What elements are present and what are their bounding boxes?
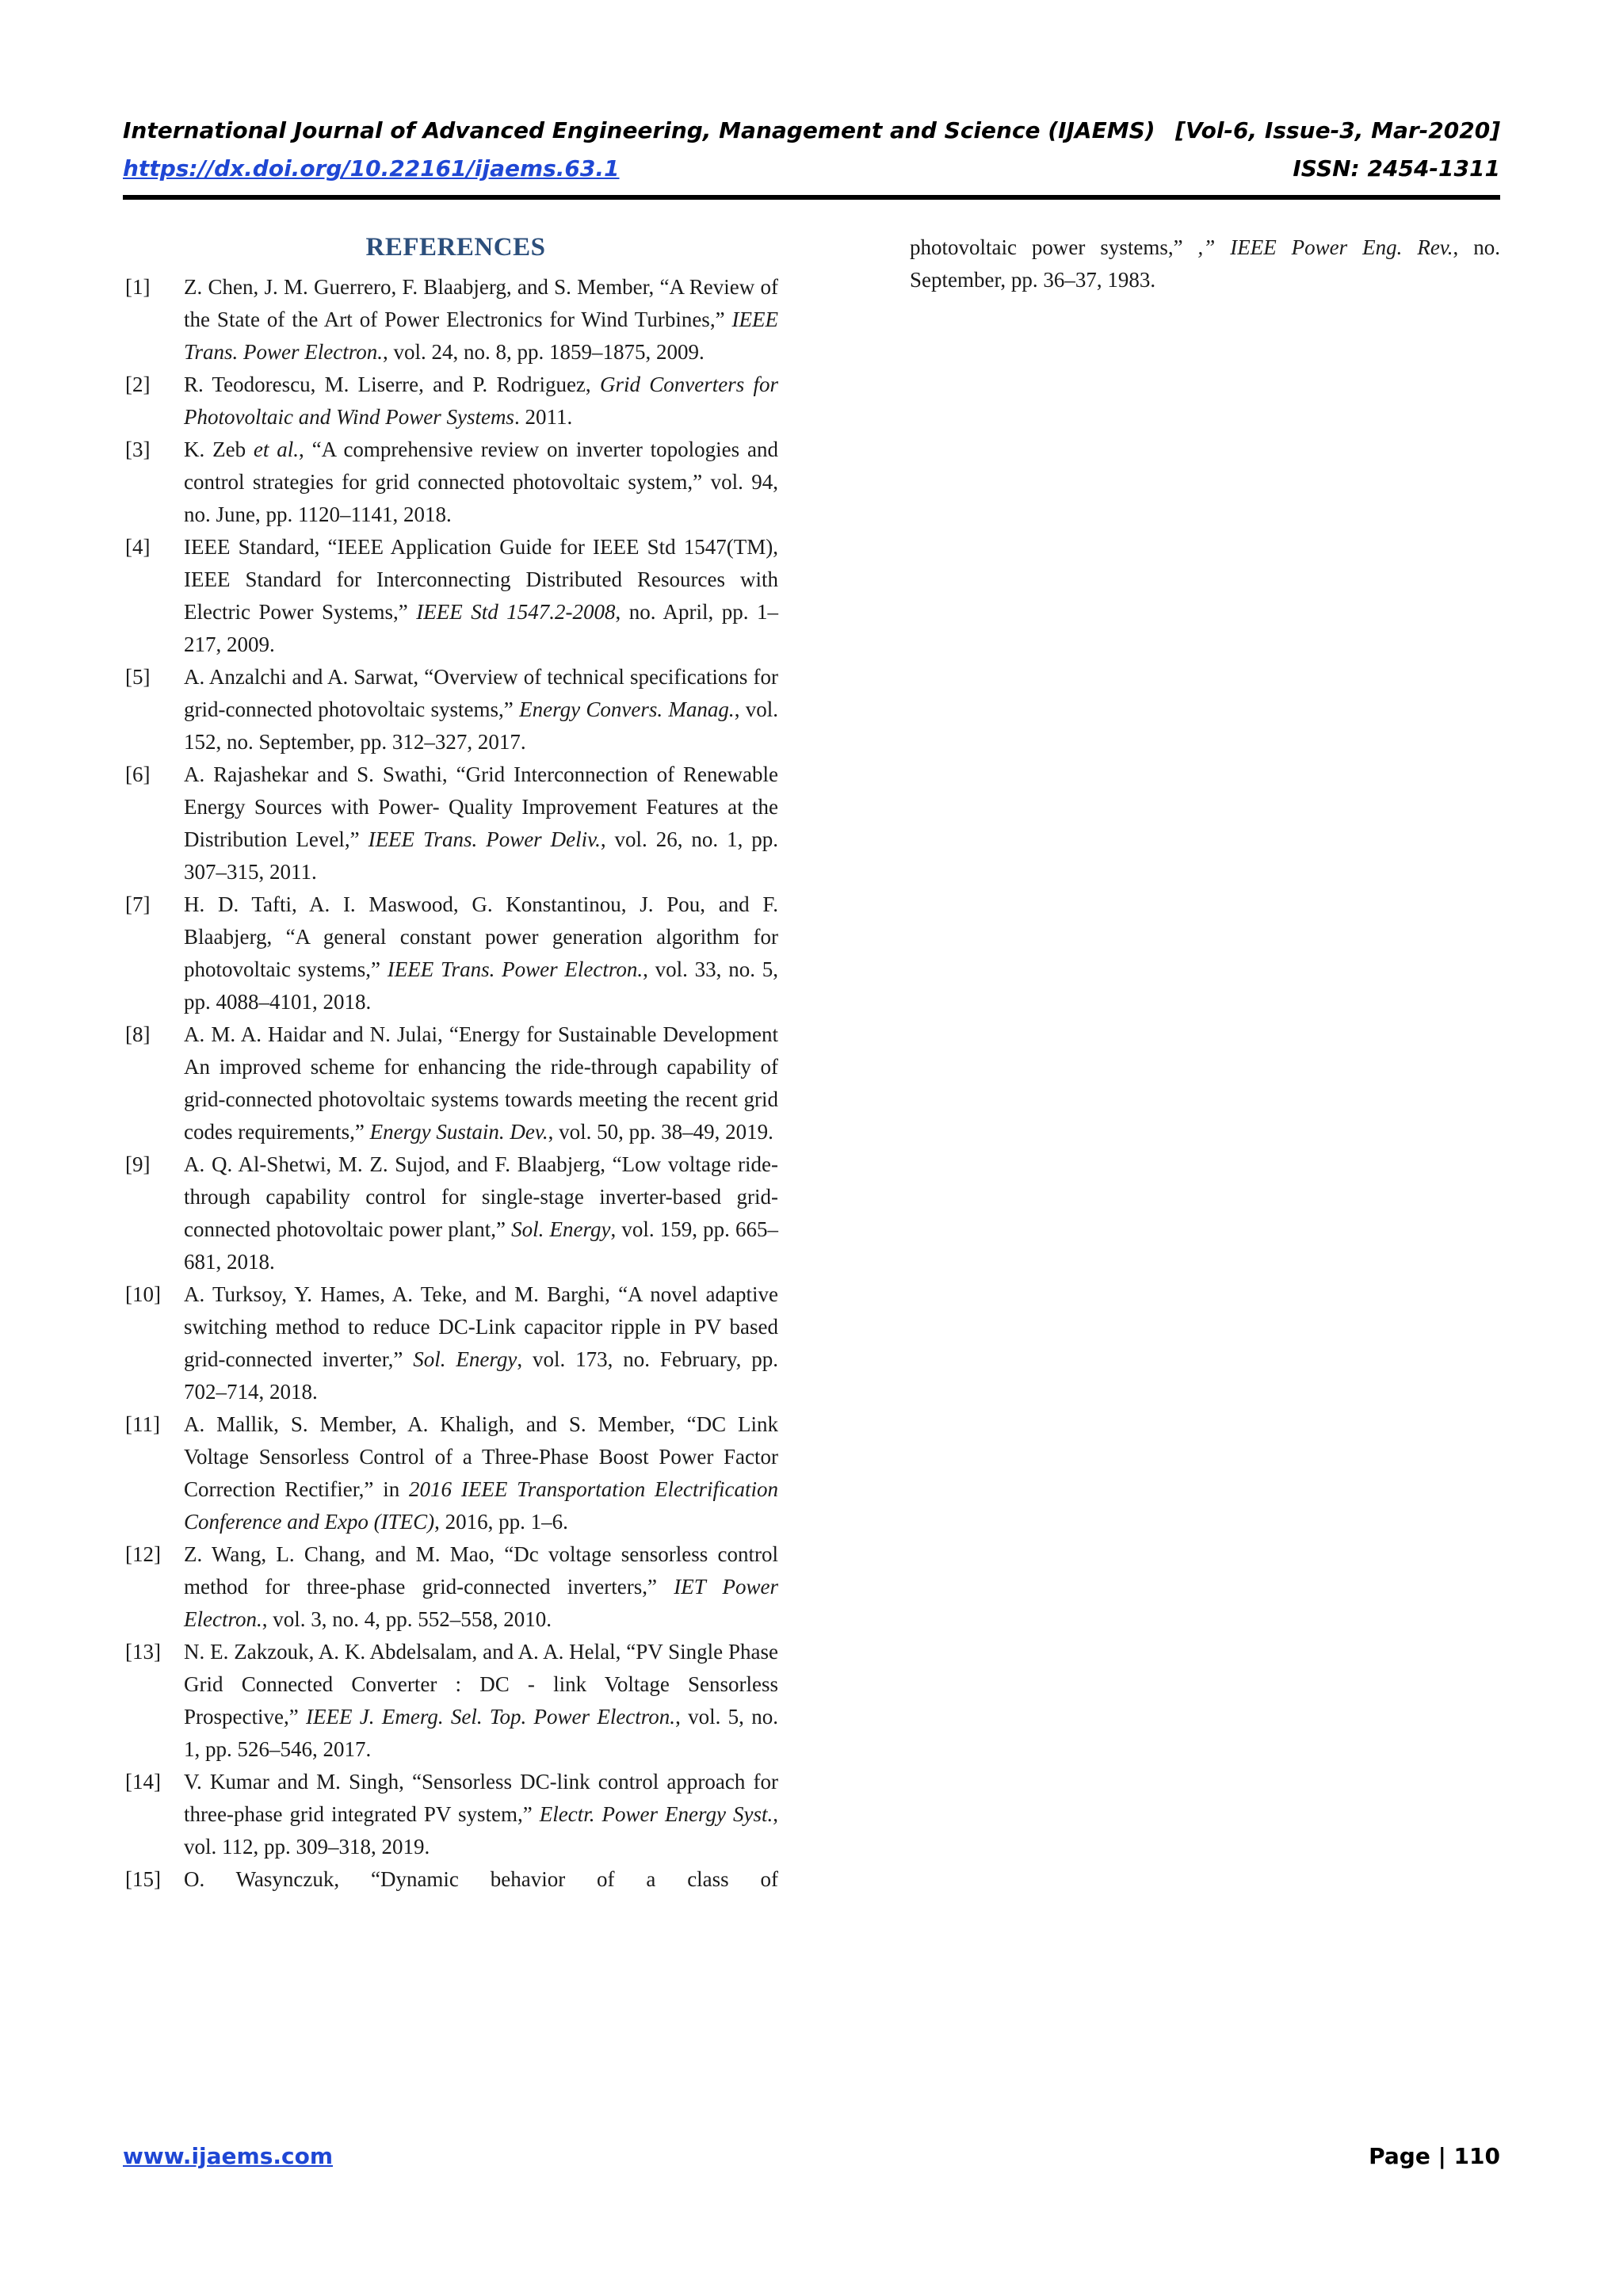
reference-text xyxy=(184,271,778,369)
reference-item xyxy=(125,271,778,369)
reference-number: [1] xyxy=(125,275,151,299)
reference-venue: IEEE Std 1547.2-2008 xyxy=(416,600,616,624)
reference-details: , no. September, pp. 36–37, 1983. xyxy=(910,235,1500,292)
reference-item xyxy=(125,1538,778,1636)
reference-venue: 2016 IEEE Transportation Electrification Conference and Expo (ITEC) xyxy=(184,1477,778,1534)
reference-venue: IEEE Trans. Power Deliv. xyxy=(368,827,601,851)
reference-venue: Sol. Energy xyxy=(511,1217,611,1241)
reference-item xyxy=(125,1408,778,1538)
reference-venue: IEEE Trans. Power Electron. xyxy=(387,957,643,981)
reference-item xyxy=(125,1148,778,1278)
reference-details: , “A comprehensive review on inverter topologies and control strategies for grid connected photovoltaic system,” vol. 94, no. June, pp. 1120–1141, 2018. xyxy=(184,437,778,526)
reference-details: , vol. 50, pp. 38–49, 2019. xyxy=(548,1120,773,1144)
reference-text xyxy=(184,1408,778,1538)
reference-details: , vol. 112, pp. 309–318, 2019. xyxy=(184,1802,778,1859)
reference-body: A. M. A. Haidar and N. Julai, “Energy for Sustainable Development An improved scheme for enhancing the ride-through capability of grid-connected photovoltaic systems towards meeting the recent grid codes requirements,” xyxy=(184,1022,778,1144)
reference-number: [6] xyxy=(125,762,151,786)
header-row-bottom xyxy=(123,155,1500,193)
site-link[interactable]: www.ijaems.com xyxy=(123,2143,334,2169)
reference-details: , vol. 24, no. 8, pp. 1859–1875, 2009. xyxy=(383,340,705,364)
reference-number: [2] xyxy=(125,372,151,396)
reference-body: A. Turksoy, Y. Hames, A. Teke, and M. Barghi, “A novel adaptive switching method to reduce DC-Link capacitor ripple in PV based grid-connected inverter,” xyxy=(184,1282,778,1371)
reference-text xyxy=(184,1636,778,1766)
reference-item xyxy=(125,1018,778,1148)
reference-body: R. Teodorescu, M. Liserre, and P. Rodriguez, xyxy=(184,372,600,396)
issn-label: ISSN: 2454-1311 xyxy=(1293,155,1500,181)
reference-details: , vol. 33, no. 5, pp. 4088–4101, 2018. xyxy=(184,957,778,1014)
reference-text xyxy=(184,1148,778,1278)
reference-body: K. Zeb xyxy=(184,437,254,461)
references-left-column xyxy=(125,230,778,1896)
reference-item xyxy=(125,888,778,1018)
reference-text xyxy=(184,531,778,661)
reference-body: A. Rajashekar and S. Swathi, “Grid Interconnection of Renewable Energy Sources with Power- Quality Improvement Features at the Distribution Level,” xyxy=(184,762,778,851)
references-right-column xyxy=(910,231,1500,296)
reference-body: O. Wasynczuk, “Dynamic behavior of a class of xyxy=(184,1867,778,1891)
reference-venue: Sol. Energy xyxy=(413,1347,517,1371)
reference-details: , vol. 152, no. September, pp. 312–327, 2017. xyxy=(184,697,779,754)
page-number: Page | 110 xyxy=(1369,2143,1500,2169)
reference-text xyxy=(184,888,778,1018)
reference-item xyxy=(125,661,778,758)
reference-details: , 2016, pp. 1–6. xyxy=(434,1510,568,1534)
reference-item xyxy=(125,758,778,888)
reference-details: . 2011. xyxy=(514,405,573,429)
reference-details: , vol. 5, no. 1, pp. 526–546, 2017. xyxy=(184,1705,778,1761)
reference-venue: IEEE J. Emerg. Sel. Top. Power Electron. xyxy=(306,1705,676,1729)
reference-body: A. Anzalchi and A. Sarwat, “Overview of technical specifications for grid-connected photovoltaic systems,” xyxy=(184,665,778,721)
reference-item xyxy=(125,1766,778,1863)
reference-venue: Grid Converters for Photovoltaic and Wind Power Systems xyxy=(184,372,779,429)
journal-title: International Journal of Advanced Engineering, Management and Science (IJAEMS) xyxy=(123,117,1155,143)
reference-item xyxy=(125,531,778,661)
reference-venue: Energy Sustain. Dev. xyxy=(369,1120,548,1144)
reference-text xyxy=(184,1538,778,1636)
reference-text xyxy=(184,661,778,758)
reference-text xyxy=(184,1766,778,1863)
reference-body: Z. Wang, L. Chang, and M. Mao, “Dc voltage sensorless control method for three-phase grid-connected inverters,” xyxy=(184,1542,778,1599)
reference-number: [15] xyxy=(125,1867,161,1891)
reference-number: [5] xyxy=(125,665,151,689)
doi-link[interactable]: https://dx.doi.org/10.22161/ijaems.63.1 xyxy=(123,155,620,181)
reference-number: [8] xyxy=(125,1022,151,1046)
reference-venue: IET Power Electron. xyxy=(184,1575,778,1631)
volume-info: [Vol-6, Issue-3, Mar-2020] xyxy=(1175,117,1500,143)
reference-details: , vol. 3, no. 4, pp. 552–558, 2010. xyxy=(262,1607,552,1631)
reference-body: H. D. Tafti, A. I. Maswood, G. Konstantinou, J. Pou, and F. Blaabjerg, “A general constant power generation algorithm for photovoltaic systems,” xyxy=(184,892,778,981)
reference-body: Z. Chen, J. M. Guerrero, F. Blaabjerg, and S. Member, “A Review of the State of the Art of Power Electronics for Wind Turbines,” xyxy=(184,275,778,331)
reference-text xyxy=(184,758,778,888)
reference-number: [3] xyxy=(125,437,151,461)
reference-number: [9] xyxy=(125,1152,151,1176)
reference-venue: Energy Convers. Manag. xyxy=(519,697,735,721)
reference-text xyxy=(184,1863,778,1896)
reference-text xyxy=(184,434,778,531)
reference-number: [14] xyxy=(125,1770,161,1794)
reference-number: [7] xyxy=(125,892,151,916)
header-row-top xyxy=(123,117,1500,155)
reference-item xyxy=(125,1278,778,1408)
reference-venue: Electr. Power Energy Syst. xyxy=(539,1802,773,1826)
reference-details: , no. April, pp. 1–217, 2009. xyxy=(184,600,778,656)
reference-body: photovoltaic power systems,” xyxy=(910,235,1198,259)
reference-text xyxy=(184,1018,778,1148)
reference-details: , vol. 26, no. 1, pp. 307–315, 2011. xyxy=(184,827,779,884)
reference-body: V. Kumar and M. Singh, “Sensorless DC-link control approach for three-phase grid integrated PV system,” xyxy=(184,1770,778,1826)
reference-number: [4] xyxy=(125,535,151,559)
reference-number: [10] xyxy=(125,1282,161,1306)
reference-body: IEEE Standard, “IEEE Application Guide for IEEE Std 1547(TM), IEEE Standard for Interconnecting Distributed Resources with Electric Power Systems,” xyxy=(184,535,778,624)
reference-body: A. Mallik, S. Member, A. Khaligh, and S. Member, “DC Link Voltage Sensorless Control of a Three-Phase Boost Power Factor Correction Rectifier,” in xyxy=(184,1412,778,1501)
reference-text xyxy=(184,1278,778,1408)
page-footer xyxy=(123,2143,1500,2169)
reference-details: , vol. 159, pp. 665–681, 2018. xyxy=(184,1217,778,1274)
reference-item xyxy=(125,1636,778,1766)
reference-number: [11] xyxy=(125,1412,160,1436)
reference-venue: IEEE Trans. Power Electron. xyxy=(184,308,778,364)
reference-number: [12] xyxy=(125,1542,161,1566)
page-header xyxy=(123,117,1500,193)
reference-body: A. Q. Al-Shetwi, M. Z. Sujod, and F. Blaabjerg, “Low voltage ride-through capability control for single-stage inverter-based grid-connected photovoltaic power plant,” xyxy=(184,1152,778,1241)
reference-venue: et al. xyxy=(253,437,300,461)
reference-item xyxy=(125,1863,778,1896)
reference-body: N. E. Zakzouk, A. K. Abdelsalam, and A. A. Helal, “PV Single Phase Grid Connected Converter : DC - link Voltage Sensorless Prospective,” xyxy=(184,1640,778,1729)
reference-text xyxy=(184,369,778,434)
reference-continuation xyxy=(910,231,1500,296)
reference-item xyxy=(125,434,778,531)
reference-details: , vol. 173, no. February, pp. 702–714, 2018. xyxy=(184,1347,779,1404)
reference-venue: ,” IEEE Power Eng. Rev. xyxy=(1197,235,1453,259)
references-heading: REFERENCES xyxy=(365,233,546,262)
reference-item xyxy=(125,369,778,434)
header-divider xyxy=(123,195,1500,200)
reference-number: [13] xyxy=(125,1640,161,1664)
